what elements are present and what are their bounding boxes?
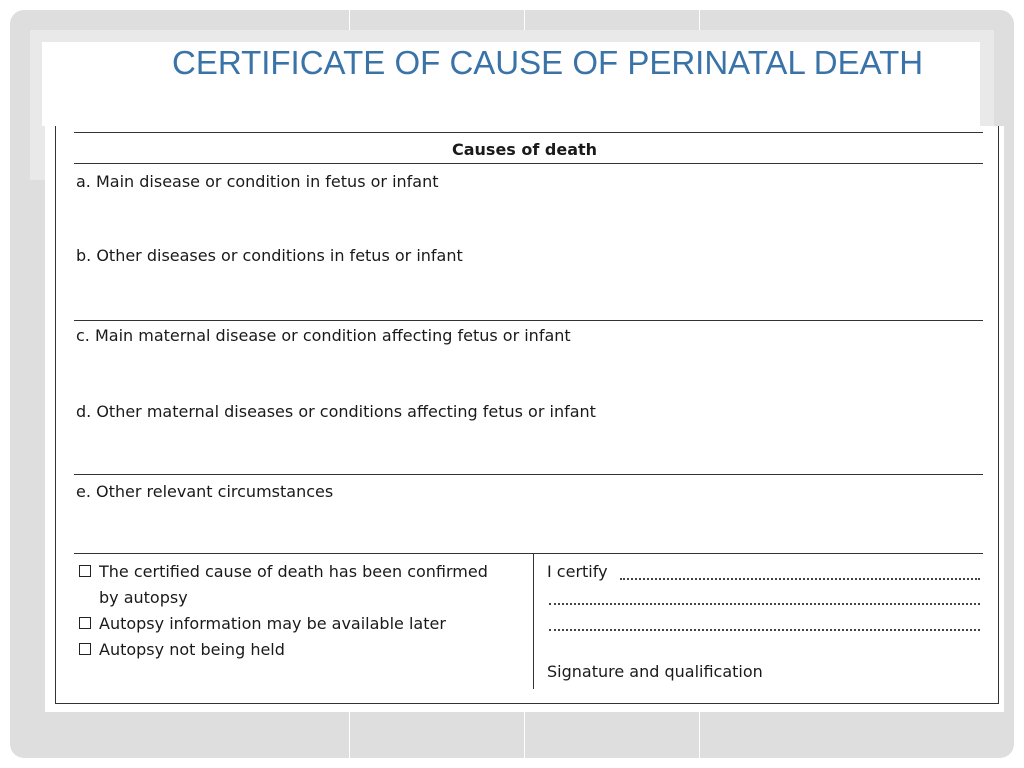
form-rule-fetus-section [74,320,983,321]
form-rule-maternal-section [74,474,983,475]
item-c-main-maternal-disease: c. Main maternal disease or condition affecting fetus or infant [76,326,571,345]
item-b-other-diseases-fetus: b. Other diseases or conditions in fetus or infant [76,246,463,265]
autopsy-confirmed-label-continued: by autopsy [99,588,188,607]
template-grid-line [524,712,525,758]
certify-dotted-line-2 [549,603,980,605]
item-e-other-circumstances: e. Other relevant circumstances [76,482,334,501]
form-rule-top [74,132,983,133]
slide-title: CERTIFICATE OF CAUSE OF PERINATAL DEATH [172,44,924,81]
certify-dotted-line-1 [620,578,980,580]
i-certify-label: I certify [547,562,608,581]
checkbox-autopsy-later-icon [79,617,91,629]
autopsy-later-label: Autopsy information may be available later [99,614,446,633]
autopsy-confirmed-label: The certified cause of death has been confirmed [99,562,488,581]
item-d-other-maternal-diseases: d. Other maternal diseases or conditions affecting fetus or infant [76,402,596,421]
template-grid-line [699,712,700,758]
checkbox-autopsy-confirmed-icon [79,565,91,577]
template-grid-line [349,712,350,758]
form-rule-circumstances-section [74,553,983,554]
item-a-main-disease-fetus: a. Main disease or condition in fetus or infant [76,172,439,191]
certify-dotted-line-3 [549,629,980,631]
signature-qualification-label: Signature and qualification [547,662,763,681]
autopsy-not-held-label: Autopsy not being held [99,640,285,659]
checkbox-autopsy-not-held-icon [79,643,91,655]
form-rule-header [74,163,983,164]
form-column-divider [533,553,534,689]
causes-of-death-header: Causes of death [452,140,598,159]
